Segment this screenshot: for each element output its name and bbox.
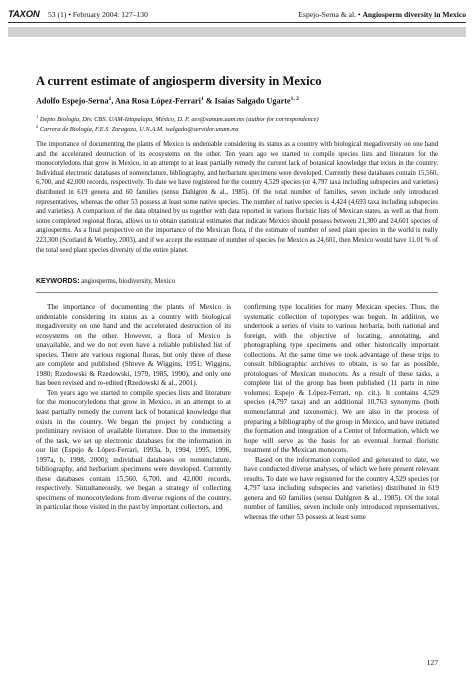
body-column-right bbox=[244, 303, 439, 523]
header-rule bbox=[8, 22, 466, 23]
keywords-label: KEYWORDS: bbox=[36, 278, 80, 285]
abstract: The importance of documenting the plants of Mexico is undeniable considering its status as a country with biological megadiversity on one hand and the accelerated destruction of its ecosystems on the other. Ten years ago we started to compile species lists and literature for the monocotyledons that grow in Mexico, in an attempt to at least partially remedy the current lack of botanical knowledge that exists in the country. Individual electronic databases of nomenclature, bibliography, and herbarium specimens were developed. Currently these databases contain 15,560, 6,700, and 42,000 records, respectively. To date we have registered for the country 4,529 species (or 4,797 taxa including subspecies and varieties) distributed in 619 genera and 60 families (sensu Dahlgren & al., 1985). Of the total number of families, seven include only introduced representatives, whereas the other 53 possess at least some native species. The number of native species is 4,424 (4,693 taxa including subspecies and varieties). A comparison of the data obtained by us together with data reported in various floristic lists of Mexican states, as well as that from some completed regional floras, allows us to obtain statistical estimates that indicate Mexico should possess between 21,300 and 24,601 species of angiosperms. As a final perspective on the importance of the Mexican flora, if the estimate of number of seed plant species in the world is really 223,300 (Scotland & Wortley, 2003), and if we accept the estimate of number of species for Mexico as 24,601, then Mexico would have 11.01 % of the total seed plant species diversity of the entire planet. bbox=[36, 141, 438, 254]
author-sup: 1 bbox=[200, 96, 204, 102]
author-name: Isaías Salgado Ugarte bbox=[214, 96, 291, 106]
body-paragraph: confirming type localities for many Mexican species. Thus, the systematic collection of topotypes was begun. In addition, we undertook a series of visits to various herbaria, both national and foreign, with the objective of locating, annotating, and photographing type specimens and other historically important collections. At the same time we took advantage of these trips to consult bibliographic archives to obtain, is so far as possible, protologues of Mexican monocots. As a result of these tasks, a complete list of the group has been published (11 parts in nine volumes; Espejo & López-Ferrari, op. cit.). It contains 4,529 species (4,797 taxa) and an additional 10,763 synonyms (both nomenclatural and taxonomic). We are also in the process of preparing a bibliography of the group in Mexico, and have initiated the formation and integration of a Center of Information, which we hope will serve as the basis for an eventual formal floristic treatment of the Mexican monocots. bbox=[244, 303, 439, 455]
running-title bbox=[298, 10, 466, 19]
body-paragraph: Ten years ago we started to compile species lists and literature for the monocotyledons that grow in Mexico, in an attempt to at least partially remedy the current lack of botanical knowledge that exists in the country. We began the project by conducting a preliminary revision of available literature. Due to the immensity of the task, we set up electronic databases for the information in our list (Espejo & López-Ferrari, 1993a, b, 1994, 1995, 1996, 1997a, b, 1998, 2000); individual databases on nomenclature, bibliography, and herbarium specimens were developed. Currently these databases contain 15,560, 6,700, and 42,000 records, respectively. Simultaneously, we began a strategy of collecting specimens of monocotyledons from diverse regions of the country, in particular those visited in the past by important collectors, and bbox=[36, 388, 231, 512]
author-name: Ana Rosa López-Ferrari bbox=[114, 96, 201, 106]
affiliation bbox=[36, 124, 239, 133]
author-name: Adolfo Espejo-Serna bbox=[36, 96, 109, 106]
affiliation-sup: 2 bbox=[36, 124, 39, 129]
page-number: 127 bbox=[426, 658, 438, 667]
author-sup: 1, 2 bbox=[290, 96, 299, 102]
affiliation bbox=[36, 114, 319, 123]
journal-logo: TAXON bbox=[8, 9, 40, 20]
affiliation-text: Carrera de Biología, F.E.S. Zaragoza, U.N.A.M. isalgado@servidor.unam.mx bbox=[38, 126, 239, 134]
author-separator: , bbox=[111, 96, 115, 106]
article-title: A current estimate of angiosperm diversity in Mexico bbox=[36, 74, 322, 88]
author-separator: & bbox=[203, 96, 215, 106]
author-sup: 1 bbox=[108, 96, 112, 102]
body-paragraph: The importance of documenting the plants of Mexico is undeniable considering its status as a country with biological megadiversity on one hand and the accelerated destruction of its ecosystems on the other. However, a flora of Mexico is unavailable, and we do not even have a reliable published list of species. There are various regional floras, but only three of these are complete and published (Shreve & Wiggins, 1951; Wiggins, 1980; Rzedowski & Rzedowski, 1979, 1985, 1990), and only one has been revised and re-edited (Rzedowski & al., 2001). bbox=[36, 303, 231, 388]
issue-info: 53 (1) • February 2004: 127–130 bbox=[48, 10, 148, 19]
affiliation-sup: 1 bbox=[36, 114, 39, 119]
running-authors: Espejo-Serna & al. • bbox=[298, 10, 363, 19]
keywords-list: angiosperms, biodiversity, Mexico bbox=[79, 278, 176, 285]
affiliation-text: Depto Biología, Div. CBS. UAM-Iztapalapa, México, D. F. aes@xanum.uam.mx (author for correspondence) bbox=[38, 116, 319, 124]
header-bar bbox=[8, 27, 466, 37]
keywords bbox=[36, 278, 175, 285]
author-line bbox=[36, 96, 299, 106]
keywords-rule bbox=[36, 292, 438, 293]
running-header bbox=[8, 8, 466, 22]
body-paragraph: Based on the information compiled and generated to date, we have conducted diverse analyses, of which we here present relevant results. To date we have registered for the country 4,529 species (or 4,797 taxa including subspecies and varieties) distributed in 619 genera and 60 families (sensu Dahlgren & al., 1985). Of the total number of families, seven include only introduced representatives, whereas the other 53 possess at least some bbox=[244, 455, 439, 522]
body-column-left bbox=[36, 303, 231, 513]
running-title-text: Angiosperm diversity in Mexico bbox=[362, 10, 466, 19]
